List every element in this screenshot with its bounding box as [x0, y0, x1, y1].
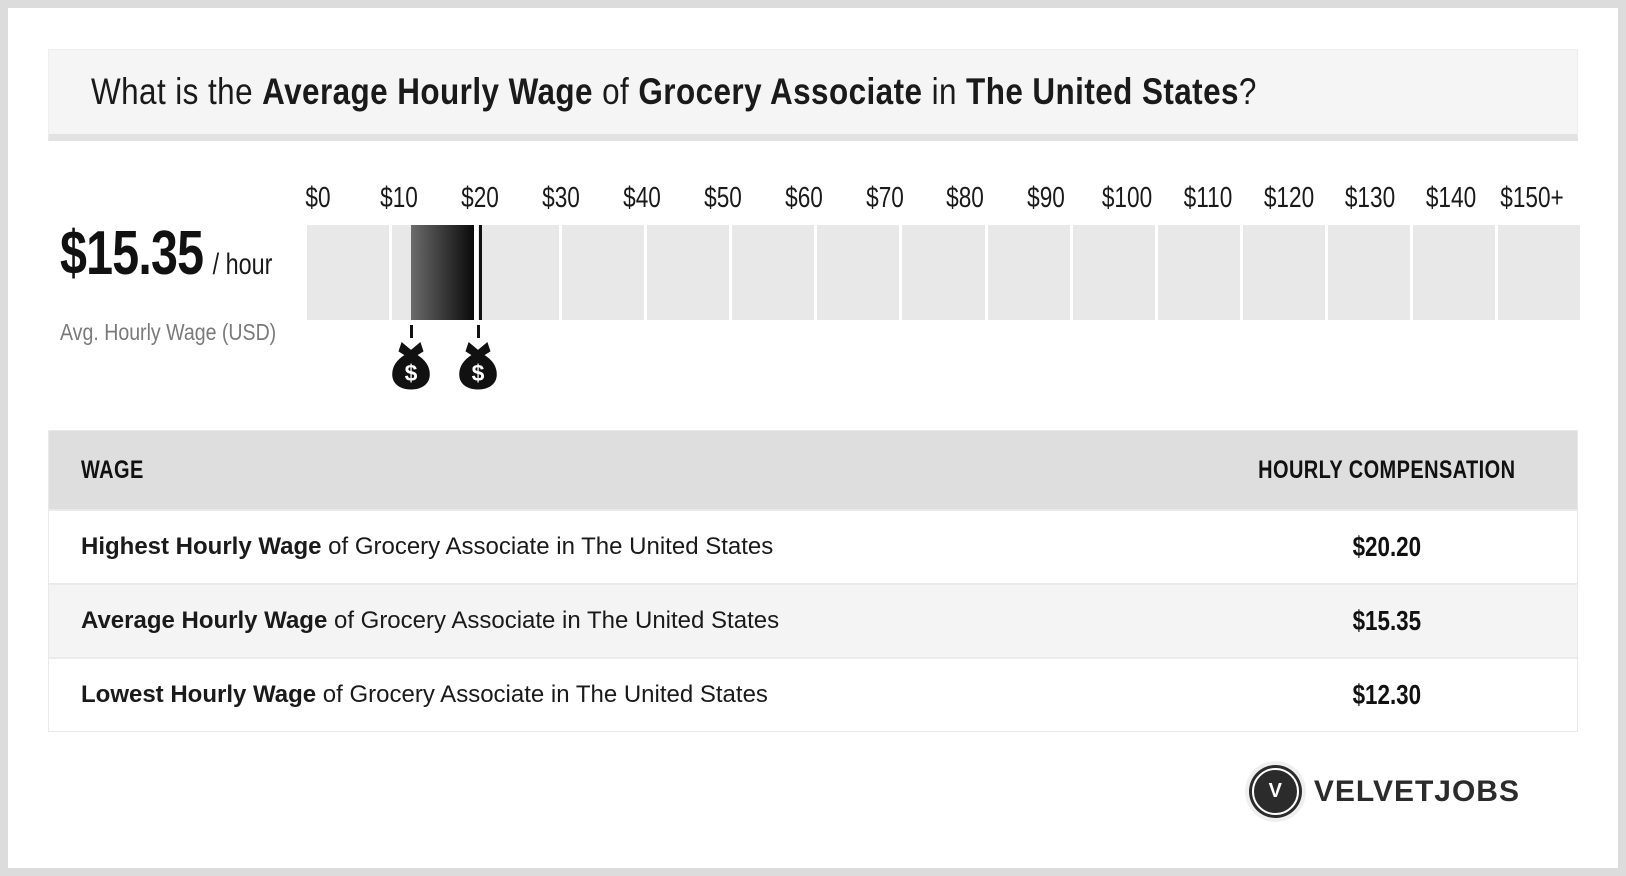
row-label: Highest Hourly Wage of Grocery Associate in The United States	[81, 533, 774, 560]
table-row	[49, 583, 1577, 657]
wage-range-bar	[411, 225, 478, 320]
brand-name: VELVETJOBS	[1313, 774, 1520, 808]
scale-segment	[1158, 225, 1240, 320]
scale-segment	[817, 225, 899, 320]
axis-tick-label: $70	[865, 182, 904, 214]
scale-segment	[562, 225, 644, 320]
brand-footer	[8, 765, 1520, 818]
infographic-page	[8, 8, 1618, 868]
wage-chart	[8, 180, 1618, 390]
table-row	[49, 509, 1577, 583]
scale-segment	[902, 225, 984, 320]
axis-tick-label: $80	[946, 182, 985, 214]
wage-markers	[307, 320, 1580, 390]
highest-wage-marker	[456, 320, 500, 390]
scale-segment	[732, 225, 814, 320]
axis-tick-label: $40	[622, 182, 661, 214]
scale-segments	[307, 225, 1580, 320]
table-row	[49, 657, 1577, 731]
marker-dash	[410, 325, 413, 338]
scale-segment	[647, 225, 729, 320]
row-value: $20.20	[1352, 531, 1422, 562]
page-title: What is the Average Hourly Wage of Grocery Associate in The United States?	[91, 71, 1257, 112]
axis-tick-label: $10	[380, 182, 418, 214]
wage-table	[48, 430, 1578, 732]
scale-segment	[1413, 225, 1495, 320]
axis-tick-label: $140	[1425, 182, 1477, 214]
column-header-compensation: HOURLY COMPENSATION	[1258, 455, 1516, 484]
lowest-wage-marker	[389, 320, 433, 390]
velvetjobs-logo-icon	[1249, 765, 1302, 818]
scale-segment	[1243, 225, 1325, 320]
logo-letter: V	[1268, 780, 1282, 802]
column-header-wage: WAGE	[81, 455, 144, 484]
marker-dash	[477, 325, 480, 338]
average-wage-stat	[60, 218, 332, 346]
axis-tick-label: $120	[1264, 182, 1315, 214]
highest-wage-line	[479, 225, 482, 320]
axis-tick-label: $110	[1183, 182, 1233, 214]
average-wage-caption: Avg. Hourly Wage (USD)	[60, 319, 277, 345]
svg-text:$: $	[404, 360, 418, 387]
scale-segment	[477, 225, 559, 320]
svg-text:$: $	[472, 360, 485, 387]
axis-tick-label: $150+	[1500, 182, 1564, 214]
axis-tick-label: $0	[305, 182, 331, 214]
axis-tick-label: $20	[460, 182, 499, 214]
scale-segment	[307, 225, 389, 320]
wage-scale	[307, 180, 1580, 390]
average-wage-unit: / hour	[212, 248, 273, 281]
table-header-row	[49, 431, 1577, 509]
title-banner	[48, 49, 1578, 141]
average-wage-value: $15.35	[60, 219, 204, 288]
scale-segment	[1328, 225, 1410, 320]
axis-tick-label: $30	[541, 182, 580, 214]
row-value: $15.35	[1352, 605, 1422, 636]
axis-ticks	[305, 180, 1564, 225]
axis-tick-label: $130	[1344, 182, 1396, 214]
scale-segment	[1073, 225, 1155, 320]
axis-tick-label: $60	[784, 182, 823, 214]
money-bag-icon	[456, 342, 500, 390]
axis-tick-label: $50	[703, 182, 742, 214]
axis-tick-label: $100	[1102, 182, 1153, 214]
row-label: Lowest Hourly Wage of Grocery Associate in The United States	[81, 681, 768, 708]
scale-segment	[988, 225, 1070, 320]
scale-segment	[1498, 225, 1580, 320]
row-value: $12.30	[1352, 679, 1422, 710]
axis-tick-label: $90	[1027, 182, 1066, 214]
row-label: Average Hourly Wage of Grocery Associate in The United States	[81, 607, 780, 634]
money-bag-icon	[389, 342, 433, 390]
